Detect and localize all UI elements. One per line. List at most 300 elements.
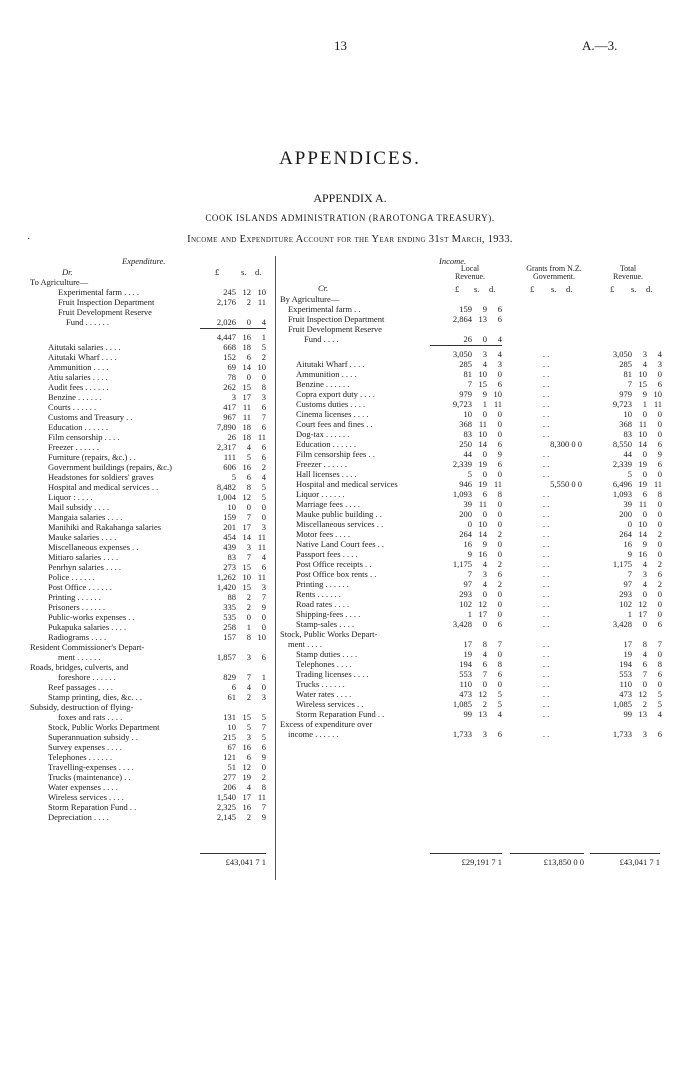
inc-local-pounds: 81	[463, 369, 472, 379]
exp-item-pounds: 1,262	[216, 572, 236, 582]
inc-grant-amount: . .	[542, 559, 550, 569]
inc-total-pounds: 19	[623, 649, 632, 659]
exp-item-label: Fruit Development Reserve	[58, 307, 152, 317]
inc-local-pounds: 44	[463, 449, 472, 459]
inc-local-shillings: 4	[482, 559, 487, 569]
inc-total-pounds: 473	[619, 689, 632, 699]
inc-total-pence: 0	[657, 429, 662, 439]
table-title	[0, 234, 700, 245]
inc-total-pence: 0	[657, 609, 662, 619]
exp-item-pounds: 8,482	[216, 482, 236, 492]
inc-total-pounds: 9	[627, 549, 632, 559]
exp-item-pounds: 131	[223, 712, 236, 722]
exp-item-pence: 6	[261, 742, 266, 752]
exp-item-pence: 3	[261, 692, 266, 702]
inc-local-pence: 6	[497, 569, 502, 579]
exp-item-pounds: 2,317	[216, 442, 236, 452]
exp-item-pence: 6	[261, 562, 266, 572]
exp-item-shillings: 6	[246, 472, 251, 482]
inc-item-label: By Agriculture—	[280, 294, 340, 304]
inc-item-label: Passport fees . . . .	[296, 549, 358, 559]
exp-item-pence: 6	[261, 422, 266, 432]
inc-local-pence: 4	[497, 709, 502, 719]
exp-item-pence: 11	[257, 792, 266, 802]
exp-item-pence: 2	[261, 462, 266, 472]
inc-local-pounds: 99	[463, 709, 472, 719]
inc-local-pounds: 1	[467, 609, 472, 619]
exp-item-label: Pukapuka salaries . . . .	[48, 622, 127, 632]
inc-total-pounds: 83	[623, 429, 632, 439]
inc-local-pence: 0	[497, 369, 502, 379]
col-total-head: Total Revenue.	[613, 264, 643, 281]
exp-item-pounds: 606	[223, 462, 236, 472]
inc-total-pounds: 264	[619, 529, 632, 539]
exp-total-rule	[200, 853, 266, 854]
inc-local-pounds: 9,723	[452, 399, 472, 409]
exp-item-shillings: 11	[242, 412, 251, 422]
inc-grant-amount: 8,300 0 0	[550, 439, 582, 449]
inc-total-pence: 0	[657, 369, 662, 379]
inc-local-pounds: 2,864	[452, 314, 472, 324]
inc-local-pounds: 16	[463, 539, 472, 549]
inc-item-label: Mauke public building . .	[296, 509, 382, 519]
inc-total-pounds: 194	[619, 659, 632, 669]
exp-item-label: Radiograms . . . .	[48, 632, 107, 642]
exp-item-pence: 0	[261, 372, 266, 382]
exp-item-shillings: 6	[246, 352, 251, 362]
inc-grant-pound-head: £	[530, 284, 535, 294]
inc-local-total-rule	[430, 853, 502, 854]
inc-grant-amount: . .	[542, 699, 550, 709]
exp-item-label: Furniture (repairs, &c.) . .	[48, 452, 136, 462]
inc-total-pence: 0	[657, 599, 662, 609]
inc-item-label: Wireless services . .	[296, 699, 364, 709]
inc-total-pounds: 16	[623, 539, 632, 549]
inc-item-label: Cinema licenses . . . .	[296, 409, 369, 419]
exp-item-shillings: 2	[246, 602, 251, 612]
exp-item-shillings: 0	[246, 372, 251, 382]
inc-total-shillings: 3	[642, 729, 647, 739]
inc-grant-amount: . .	[542, 409, 550, 419]
inc-total-pounds: 200	[619, 509, 632, 519]
exp-item-pounds: 51	[227, 762, 236, 772]
inc-local-total: £29,191 7 1	[461, 857, 502, 867]
inc-local-pence: 0	[497, 519, 502, 529]
exp-item-shillings: 8	[246, 482, 251, 492]
exp-item-pounds: 10	[227, 722, 236, 732]
exp-item-pounds: 10	[227, 502, 236, 512]
inc-local-pence: 8	[497, 659, 502, 669]
inc-grant-amount: . .	[542, 619, 550, 629]
exp-item-pounds: 3	[231, 392, 236, 402]
inc-local-pence: 6	[497, 314, 502, 324]
exp-item-shillings: 11	[242, 402, 251, 412]
exp-item-shillings: 16	[242, 462, 251, 472]
exp-item-shillings: 7	[246, 512, 251, 522]
inc-item-label: Hospital and medical services	[296, 479, 398, 489]
inc-total-shillings: 19	[638, 459, 647, 469]
exp-item-shillings: 2	[246, 297, 251, 307]
inc-grant-amount: . .	[542, 539, 550, 549]
inc-local-shillings: 0	[482, 509, 487, 519]
exp-item-shillings: 16	[242, 332, 251, 342]
inc-local-pence: 0	[497, 499, 502, 509]
inc-total-pounds: 17	[623, 639, 632, 649]
exp-item-shillings: 14	[242, 532, 251, 542]
stray-mark: ·	[27, 234, 31, 245]
inc-grant-amount: . .	[542, 669, 550, 679]
inc-item-label: Printing . . . . . .	[296, 579, 349, 589]
inc-local-shillings: 2	[482, 699, 487, 709]
appendix-subtitle: COOK ISLANDS ADMINISTRATION (RAROTONGA TREASURY).	[205, 213, 495, 223]
exp-item-pence: 6	[261, 442, 266, 452]
inc-local-pence: 0	[497, 549, 502, 559]
exp-item-label: Customs and Treasury . .	[48, 412, 133, 422]
inc-total-pounds: 1,175	[612, 559, 632, 569]
exp-item-label: Mail subsidy . . . .	[48, 502, 110, 512]
inc-total-pence: 0	[657, 419, 662, 429]
inc-local-shilling-head: s.	[474, 284, 480, 294]
exp-item-pounds: 61	[227, 692, 236, 702]
inc-grant-amount: . .	[542, 549, 550, 559]
inc-subtotal-rule	[430, 345, 502, 346]
inc-total-pence: 11	[653, 399, 662, 409]
exp-item-label: Atiu salaries . . . .	[48, 372, 108, 382]
inc-grant-amount: . .	[542, 639, 550, 649]
col-local-head: Local Revenue.	[455, 264, 485, 281]
exp-item-pounds: 152	[223, 352, 236, 362]
inc-total-pence: 6	[657, 569, 662, 579]
inc-total-shillings: 4	[642, 559, 647, 569]
inc-item-label: Rents . . . . . .	[296, 589, 341, 599]
inc-total-shillings: 11	[638, 419, 647, 429]
inc-total-shillings: 10	[638, 369, 647, 379]
inc-local-pence: 7	[497, 639, 502, 649]
inc-local-pounds: 83	[463, 429, 472, 439]
exp-item-shillings: 1	[246, 622, 251, 632]
exp-item-pounds: 78	[227, 372, 236, 382]
exp-item-shillings: 4	[246, 682, 251, 692]
inc-local-shillings: 14	[478, 529, 487, 539]
inc-local-pence: 6	[497, 439, 502, 449]
exp-item-shillings: 15	[242, 712, 251, 722]
inc-total-pounds: 1,733	[612, 729, 632, 739]
exp-item-pounds: 69	[227, 362, 236, 372]
inc-local-pounds: 97	[463, 579, 472, 589]
exp-item-pounds: 258	[223, 622, 236, 632]
inc-total-shillings: 7	[642, 669, 647, 679]
inc-grant-amount: . .	[542, 389, 550, 399]
inc-local-pounds: 7	[467, 569, 472, 579]
exp-subtotal-rule	[200, 328, 266, 329]
exp-item-label: Freezer . . . . . .	[48, 442, 99, 452]
exp-item-pence: 3	[261, 582, 266, 592]
inc-total-pence: 9	[657, 449, 662, 459]
exp-item-pence: 5	[261, 482, 266, 492]
inc-total-pounds: 10	[623, 409, 632, 419]
inc-total-pounds: 1,085	[612, 699, 632, 709]
inc-item-label: Film censorship fees . .	[296, 449, 375, 459]
exp-item-pounds: 159	[223, 512, 236, 522]
exp-item-pence: 9	[261, 812, 266, 822]
inc-total-shilling-head: s.	[631, 284, 637, 294]
exp-item-pounds: 535	[223, 612, 236, 622]
inc-local-shillings: 0	[482, 469, 487, 479]
exp-item-label: Headstones for soldiers' graves	[48, 472, 154, 482]
inc-total-shillings: 11	[638, 499, 647, 509]
inc-item-label: Native Land Court fees . .	[296, 539, 385, 549]
exp-item-pounds: 206	[223, 782, 236, 792]
exp-item-shillings: 18	[242, 422, 251, 432]
exp-item-shillings: 3	[246, 542, 251, 552]
inc-grant-amount: . .	[542, 429, 550, 439]
inc-total-total: £43,041 7 1	[619, 857, 660, 867]
exp-item-pounds: 668	[223, 342, 236, 352]
exp-item-pence: 4	[261, 552, 266, 562]
inc-grant-amount: . .	[542, 419, 550, 429]
exp-item-shillings: 8	[246, 632, 251, 642]
exp-item-label: Public-works expenses . .	[48, 612, 135, 622]
inc-total-pence: 0	[657, 469, 662, 479]
inc-local-pence: 0	[497, 469, 502, 479]
inc-local-pence: 0	[497, 609, 502, 619]
exp-item-pence: 4	[261, 472, 266, 482]
inc-local-pence: 6	[497, 459, 502, 469]
inc-local-pounds: 19	[463, 649, 472, 659]
inc-local-pounds: 250	[459, 439, 472, 449]
exp-pound-head: £	[215, 267, 220, 277]
exp-item-label: Resident Commissioner's Depart-	[30, 642, 145, 652]
inc-item-label: Fund . . . .	[304, 334, 339, 344]
inc-local-pence: 5	[497, 689, 502, 699]
exp-item-pounds: 2,026	[216, 317, 236, 327]
inc-local-shillings: 9	[482, 539, 487, 549]
inc-local-shillings: 4	[482, 359, 487, 369]
inc-local-shillings: 0	[482, 334, 487, 344]
exp-item-label: foreshore . . . . . .	[58, 672, 116, 682]
exp-item-shillings: 12	[242, 492, 251, 502]
inc-local-pence-head: d.	[489, 284, 496, 294]
inc-local-shillings: 12	[478, 599, 487, 609]
inc-local-pounds: 473	[459, 689, 472, 699]
inc-total-pence: 6	[657, 729, 662, 739]
income-label: Income.	[439, 256, 467, 266]
inc-local-pounds: 3,428	[452, 619, 472, 629]
inc-total-pounds: 1	[627, 609, 632, 619]
inc-local-shillings: 17	[478, 609, 487, 619]
inc-total-pence: 8	[657, 659, 662, 669]
exp-item-pence: 6	[261, 452, 266, 462]
inc-local-pence: 0	[497, 589, 502, 599]
exp-item-pence: 0	[261, 502, 266, 512]
inc-local-pence: 11	[493, 479, 502, 489]
exp-item-shillings: 0	[246, 502, 251, 512]
inc-grant-shilling-head: s.	[551, 284, 557, 294]
inc-total-pence-head: d.	[646, 284, 653, 294]
inc-local-shillings: 11	[478, 419, 487, 429]
exp-item-label: Travelling-expenses . . . .	[48, 762, 134, 772]
inc-total-pounds: 3,428	[612, 619, 632, 629]
exp-item-shillings: 18	[242, 432, 251, 442]
inc-total-pounds: 0	[627, 519, 632, 529]
inc-local-pounds: 17	[463, 639, 472, 649]
inc-local-shillings: 3	[482, 349, 487, 359]
inc-grant-total: £13,850 0 0	[543, 857, 584, 867]
inc-total-pence: 8	[657, 489, 662, 499]
inc-local-shillings: 9	[482, 389, 487, 399]
inc-local-pounds: 293	[459, 589, 472, 599]
exp-item-label: Film censorship . . . .	[48, 432, 120, 442]
inc-grant-amount: . .	[542, 659, 550, 669]
inc-local-shillings: 0	[482, 589, 487, 599]
inc-total-pounds: 7	[627, 379, 632, 389]
inc-local-shillings: 8	[482, 639, 487, 649]
exp-item-pounds: 439	[223, 542, 236, 552]
inc-local-pounds: 368	[459, 419, 472, 429]
exp-item-shillings: 10	[242, 572, 251, 582]
exp-item-label: Police . . . . . .	[48, 572, 95, 582]
inc-item-label: Dog-tax . . . . . .	[296, 429, 350, 439]
inc-grant-amount: . .	[542, 359, 550, 369]
inc-local-pounds: 1,175	[452, 559, 472, 569]
exp-item-label: Government buildings (repairs, &c.)	[48, 462, 172, 472]
inc-local-pence: 0	[497, 679, 502, 689]
inc-grant-amount: . .	[542, 679, 550, 689]
inc-total-pence: 2	[657, 529, 662, 539]
inc-local-pence: 6	[497, 379, 502, 389]
inc-local-pence: 0	[497, 419, 502, 429]
exp-item-label: Depreciation . . . .	[48, 812, 109, 822]
exp-item-label: Water expenses . . . .	[48, 782, 118, 792]
inc-local-shillings: 0	[482, 619, 487, 629]
exp-item-pence: 3	[261, 522, 266, 532]
inc-local-shillings: 14	[478, 439, 487, 449]
exp-item-pounds: 67	[227, 742, 236, 752]
exp-item-pence: 11	[257, 532, 266, 542]
exp-item-shillings: 7	[246, 672, 251, 682]
exp-item-label: Superannuation subsidy . .	[48, 732, 138, 742]
exp-item-pence: 11	[257, 297, 266, 307]
inc-item-label: Road rates . . . .	[296, 599, 350, 609]
inc-grant-amount: . .	[542, 349, 550, 359]
exp-item-pence: 1	[261, 332, 266, 342]
document-reference: A.—3.	[582, 38, 618, 53]
exp-item-label: Stamp printing, dies, &c. . .	[48, 692, 142, 702]
exp-item-pounds: 6	[231, 682, 236, 692]
exp-item-pence: 0	[261, 612, 266, 622]
inc-grant-amount: . .	[542, 449, 550, 459]
inc-item-label: Stamp-sales . . . .	[296, 619, 355, 629]
inc-local-shillings: 0	[482, 679, 487, 689]
exp-item-label: ment . . . . . .	[58, 652, 101, 662]
exp-item-label: To Agriculture—	[30, 277, 89, 287]
inc-total-shillings: 8	[642, 639, 647, 649]
inc-item-label: Telephones . . . .	[296, 659, 352, 669]
inc-local-pence: 4	[497, 349, 502, 359]
exp-item-pounds: 121	[223, 752, 236, 762]
exp-item-label: Reef passages . . . .	[48, 682, 113, 692]
exp-item-label: Fund . . . . . .	[66, 317, 109, 327]
inc-total-pence: 6	[657, 619, 662, 629]
exp-item-pounds: 2,176	[216, 297, 236, 307]
exp-item-shillings: 2	[246, 812, 251, 822]
inc-total-pounds: 44	[623, 449, 632, 459]
inc-grant-amount: . .	[542, 369, 550, 379]
inc-local-pence: 0	[497, 509, 502, 519]
inc-local-pounds: 285	[459, 359, 472, 369]
inc-local-pounds: 102	[459, 599, 472, 609]
exp-item-pounds: 335	[223, 602, 236, 612]
inc-item-label: Benzine . . . . . .	[296, 379, 350, 389]
inc-local-pence: 3	[497, 359, 502, 369]
inc-total-shillings: 0	[642, 679, 647, 689]
inc-total-shillings: 3	[642, 569, 647, 579]
inc-local-pounds: 1,733	[452, 729, 472, 739]
exp-item-shillings: 3	[246, 732, 251, 742]
exp-item-pounds: 417	[223, 402, 236, 412]
exp-item-pounds: 1,004	[216, 492, 236, 502]
inc-local-pounds: 2,339	[452, 459, 472, 469]
exp-item-pence: 10	[257, 287, 266, 297]
exp-item-shillings: 4	[246, 442, 251, 452]
inc-item-label: Trucks . . . . . .	[296, 679, 345, 689]
inc-total-shillings: 12	[638, 599, 647, 609]
exp-item-label: Mangaia salaries . . . .	[48, 512, 123, 522]
col-grants-head: Grants from N.Z. Government.	[526, 264, 582, 281]
exp-item-pence: 7	[261, 802, 266, 812]
exp-item-shillings: 3	[246, 652, 251, 662]
appendix-title: APPENDIX A.	[313, 191, 387, 205]
inc-total-shillings: 4	[642, 649, 647, 659]
inc-local-pounds: 7	[467, 379, 472, 389]
inc-total-shillings: 6	[642, 489, 647, 499]
inc-local-shillings: 4	[482, 579, 487, 589]
exp-item-pounds: 215	[223, 732, 236, 742]
exp-item-shillings: 16	[242, 802, 251, 812]
exp-item-label: Fruit Inspection Department	[58, 297, 155, 307]
exp-shilling-head: s.	[241, 267, 247, 277]
inc-local-shillings: 6	[482, 489, 487, 499]
inc-local-pounds: 3,050	[452, 349, 472, 359]
inc-total-shillings: 3	[642, 349, 647, 359]
exp-item-shillings: 7	[246, 552, 251, 562]
inc-total-pounds: 99	[623, 709, 632, 719]
inc-total-shillings: 0	[642, 409, 647, 419]
inc-item-label: Excess of expenditure over	[280, 719, 373, 729]
inc-grant-amount: . .	[542, 509, 550, 519]
inc-local-shillings: 7	[482, 669, 487, 679]
exp-item-shillings: 15	[242, 382, 251, 392]
inc-local-pence: 9	[497, 449, 502, 459]
exp-item-pence: 6	[261, 652, 266, 662]
inc-total-pence: 0	[657, 679, 662, 689]
exp-item-label: Liquor : . . . .	[48, 492, 93, 502]
exp-item-label: Penrhyn salaries . . . .	[48, 562, 121, 572]
exp-item-shillings: 6	[246, 752, 251, 762]
inc-total-pounds: 553	[619, 669, 632, 679]
exp-item-label: Aitutaki salaries . . . .	[48, 342, 121, 352]
inc-total-shillings: 0	[642, 509, 647, 519]
exp-item-shillings: 0	[246, 317, 251, 327]
inc-local-shillings: 19	[478, 479, 487, 489]
inc-grant-amount: . .	[542, 709, 550, 719]
exp-item-pence: 1	[261, 672, 266, 682]
inc-total-pounds: 979	[619, 389, 632, 399]
inc-grant-amount: . .	[542, 579, 550, 589]
inc-local-shillings: 3	[482, 569, 487, 579]
inc-total-shillings: 15	[638, 379, 647, 389]
exp-item-pence: 3	[261, 392, 266, 402]
